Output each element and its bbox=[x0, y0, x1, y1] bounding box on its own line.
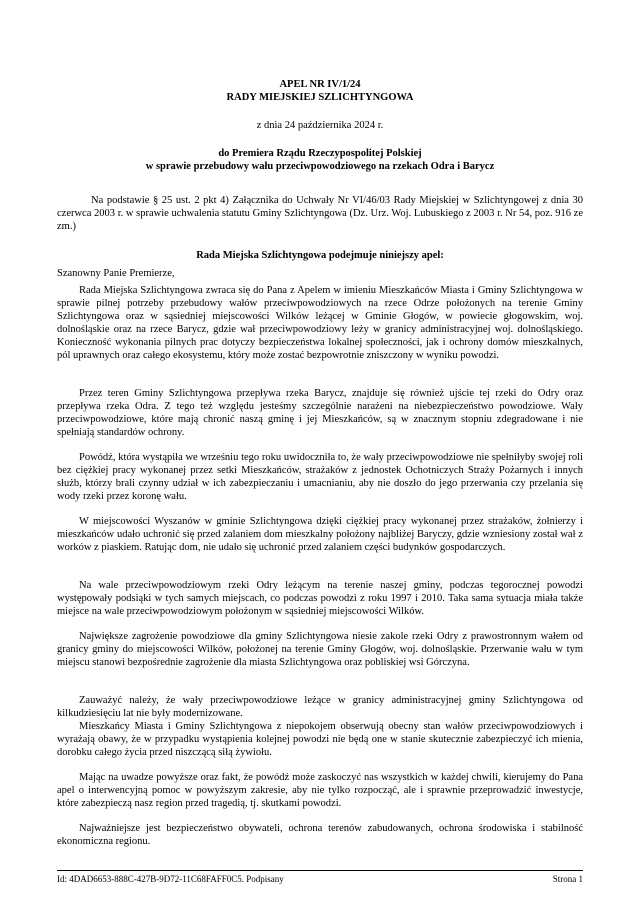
footer-divider bbox=[57, 870, 583, 871]
paragraph-9: Mając na uwadze powyższe oraz fakt, że powódź może zaskoczyć nas wszystkich w każdej chwili, kierujemy do Pana apel o interwencyjną pomoc w powyższym zakresie, aby nie tylko rozpocząć, ale i sprawnie przeprowadzić inwestycje, które zabezpieczą nasz region przed tragedią, tj. skutkami powodzi. bbox=[57, 772, 583, 809]
document-page bbox=[57, 0, 583, 900]
document-date: z dnia 24 października 2024 r. bbox=[256, 120, 384, 131]
paragraph-6: Największe zagrożenie powodziowe dla gminy Szlichtyngowa niesie zakole rzeki Odry z prawostronnym wałem od granicy gminy do miejscowości Wilków, położonej na terenie Gminy Głogów, woj. dolnośląskie. Przerwanie wału w tym miejscu stanowi bezpośrednie zagrożenie dla miasta Szlichtyngowa oraz pobliskiej wsi Górczyna. bbox=[57, 631, 583, 668]
paragraph-5: Na wale przeciwpowodziowym rzeki Odry leżącym na terenie naszej gminy, podczas tegorocznej powodzi występowały podsiąki w tych samych miejscach, co podczas powodzi z roku 1997 i 2010. Taka sama sytuacja miała także miejsce na wale przeciwpowodziowym położonym w sąsiedniej miejscowości Wilków. bbox=[57, 580, 583, 617]
addressee-line-1: do Premiera Rządu Rzeczypospolitej Polskiej bbox=[218, 148, 422, 159]
paragraph-4: W miejscowości Wyszanów w gminie Szlichtyngowa dzięki ciężkiej pracy wykonanej przez strażaków, żołnierzy i mieszkańców udało uchronić się przed zalaniem dom mieszkalny położony najbliżej Baryczy, gdzie wzniesiony został wał z worków z piaskiem. Ratując dom, nie udało się uchronić przed zalaniem części budynków gospodarczych. bbox=[57, 516, 583, 553]
title-line-council: RADY MIEJSKIEJ SZLICHTYNGOWA bbox=[226, 91, 414, 103]
addressee bbox=[57, 148, 583, 173]
paragraph-1: Rada Miejska Szlichtyngowa zwraca się do Pana z Apelem w imieniu Mieszkańców Miasta i Gminy Szlichtyngowa w sprawie pilnej potrzeby przebudowy wałów przeciwpowodziowych na rzece Odrze położonych na terenie Gminy Szlichtyngowa oraz w sąsiedniej miejscowości Wilków leżącej w Gminie Głogów, w powiecie głogowskim, woj. dolnośląskie oraz na rzece Barycz, gdzie wał przeciwpowodziowy leży w granicy administracyjnej woj. dolnośląskiego. Konieczność wykonania pilnych prac dotyczy bezpieczeństwa lokalnej społeczności, jak i ochrony domów mieszkalnych, pól uprawnych oraz całego ekosystemu, który może zostać bezpowrotnie zniszczony w wyniku powodzi. bbox=[57, 285, 583, 361]
paragraph-10: Najważniejsze jest bezpieczeństwo obywateli, ochrona terenów zabudowanych, ochrona środowiska i stabilność ekonomiczna regionu. bbox=[57, 823, 583, 847]
paragraph-3: Powódź, która wystąpiła we wrześniu tego roku uwidoczniła to, że wały przeciwpowodziowe nie spełniłyby swojej roli bez ciężkiej pracy wykonanej przez setki Mieszkańców, strażaków z jednostek Ochotniczych Straży Pożarnych i innych służb, którzy brali czynny udział w ich zabezpieczaniu i umacnianiu, aby nie doszło do jego przerwania czy przelania się wody rzeki przez koronę wału. bbox=[57, 452, 583, 502]
document-title bbox=[57, 79, 583, 104]
title-line-number: APEL NR IV/1/24 bbox=[279, 79, 361, 90]
footer-page-number: Strona 1 bbox=[552, 874, 583, 884]
legal-basis-text: Na podstawie § 25 ust. 2 pkt 4) Załącznika do Uchwały Nr VI/46/03 Rady Miejskiej w Szlichtyngowej z dnia 30 czerwca 2003 r. w sprawie uchwalenia statutu Gminy Szlichtyngowa (Dz. Urz. Woj. Lubuskiego z 2003 r. Nr 54, poz. 916 ze zm.) bbox=[57, 195, 583, 232]
paragraph-8: Mieszkańcy Miasta i Gminy Szlichtyngowa z niepokojem obserwują obecny stan wałów przeciwpowodziowych i wyrażają obawy, że w przypadku wystąpienia kolejnej powodzi nie będą one w stanie skutecznie zabezpieczyć ich mienia, dorobku całego życia przed niszczącą siłą żywiołu. bbox=[57, 721, 583, 758]
resolution-statement: Rada Miejska Szlichtyngowa podejmuje niniejszy apel: bbox=[196, 250, 444, 261]
addressee-line-2: w sprawie przebudowy wału przeciwpowodziowego na rzekach Odra i Barycz bbox=[145, 160, 495, 172]
salutation: Szanowny Panie Premierze, bbox=[57, 268, 175, 279]
paragraph-7: Zauważyć należy, że wały przeciwpowodziowe leżące w granicy administracyjnej gminy Szlichtyngowa od kilkudziesięciu lat nie były modernizowane. bbox=[57, 695, 583, 719]
paragraph-2: Przez teren Gminy Szlichtyngowa przepływa rzeka Barycz, znajduje się również ujście tej rzeki do Odry oraz przepływa rzeka Odra. Z tego też względu jesteśmy szczególnie narażeni na niebezpieczeństwo powodziowe. Wały przeciwpowodziowe, które mają chronić naszą gminę i jej Mieszkańców, są w znacznym stopniu zdegradowane i nie spełniają standardów ochrony. bbox=[57, 388, 583, 438]
legal-basis bbox=[57, 195, 583, 234]
footer-document-id: Id: 4DAD6653-888C-427B-9D72-11C68FAFF0C5. Podpisany bbox=[57, 874, 284, 884]
